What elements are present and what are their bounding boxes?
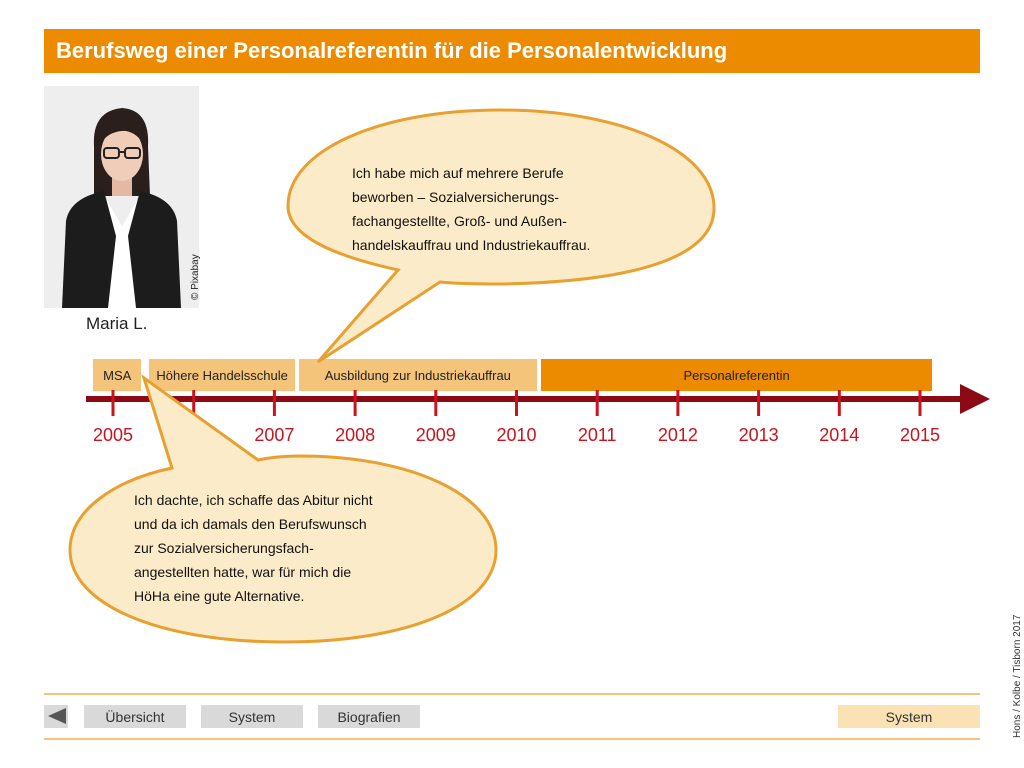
footer-divider-bottom: [44, 738, 980, 740]
speech-text-top: [352, 161, 590, 257]
year-label: 2009: [415, 425, 456, 445]
year-label: 2008: [335, 425, 376, 445]
year-label: 2007: [254, 425, 295, 445]
nav-button-uebersicht[interactable]: Übersicht: [84, 705, 186, 728]
speech-line: Ich habe mich auf mehrere Berufe: [352, 165, 564, 181]
year-label: 2013: [738, 425, 779, 445]
speech-line: fachangestellte, Groß- und Außen-: [352, 213, 567, 229]
speech-line: HöHa eine gute Alternative.: [134, 588, 305, 604]
current-section-label: System: [838, 705, 980, 728]
segment-label: Höhere Handelsschule: [156, 367, 288, 383]
footer-divider-top: [44, 693, 980, 695]
speech-line: Ich dachte, ich schaffe das Abitur nicht: [134, 492, 373, 508]
speech-line: angestellten hatte, war für mich die: [134, 564, 352, 580]
segment-label: Ausbildung zur Industriekauffrau: [324, 367, 511, 383]
speech-line: und da ich damals den Berufswunsch: [134, 516, 367, 532]
segment-label: MSA: [103, 367, 132, 383]
speech-text-bottom: [134, 488, 373, 608]
author-credit: Hons / Kolbe / Tisborn 2017: [1012, 614, 1023, 738]
nav-button-biografien[interactable]: Biografien: [318, 705, 420, 728]
year-label: 2014: [819, 425, 860, 445]
speech-line: zur Sozialversicherungsfach-: [134, 540, 314, 556]
nav-button-system[interactable]: System: [201, 705, 303, 728]
year-label: 2015: [899, 425, 941, 445]
year-label: 2005: [92, 425, 134, 445]
speech-line: beworben – Sozialversicherungs-: [352, 189, 559, 205]
speech-line: handelskauffrau und Industriekauffrau.: [352, 237, 591, 253]
page-title: Berufsweg einer Personalreferentin für die Personalentwicklung: [44, 29, 980, 73]
photo-credit: © Pixabay: [190, 254, 201, 300]
year-label: 2010: [496, 425, 537, 445]
year-label: 2011: [577, 425, 617, 445]
segment-label: Personalreferentin: [683, 367, 790, 383]
year-label: 2012: [657, 425, 698, 445]
person-name: Maria L.: [86, 314, 148, 333]
